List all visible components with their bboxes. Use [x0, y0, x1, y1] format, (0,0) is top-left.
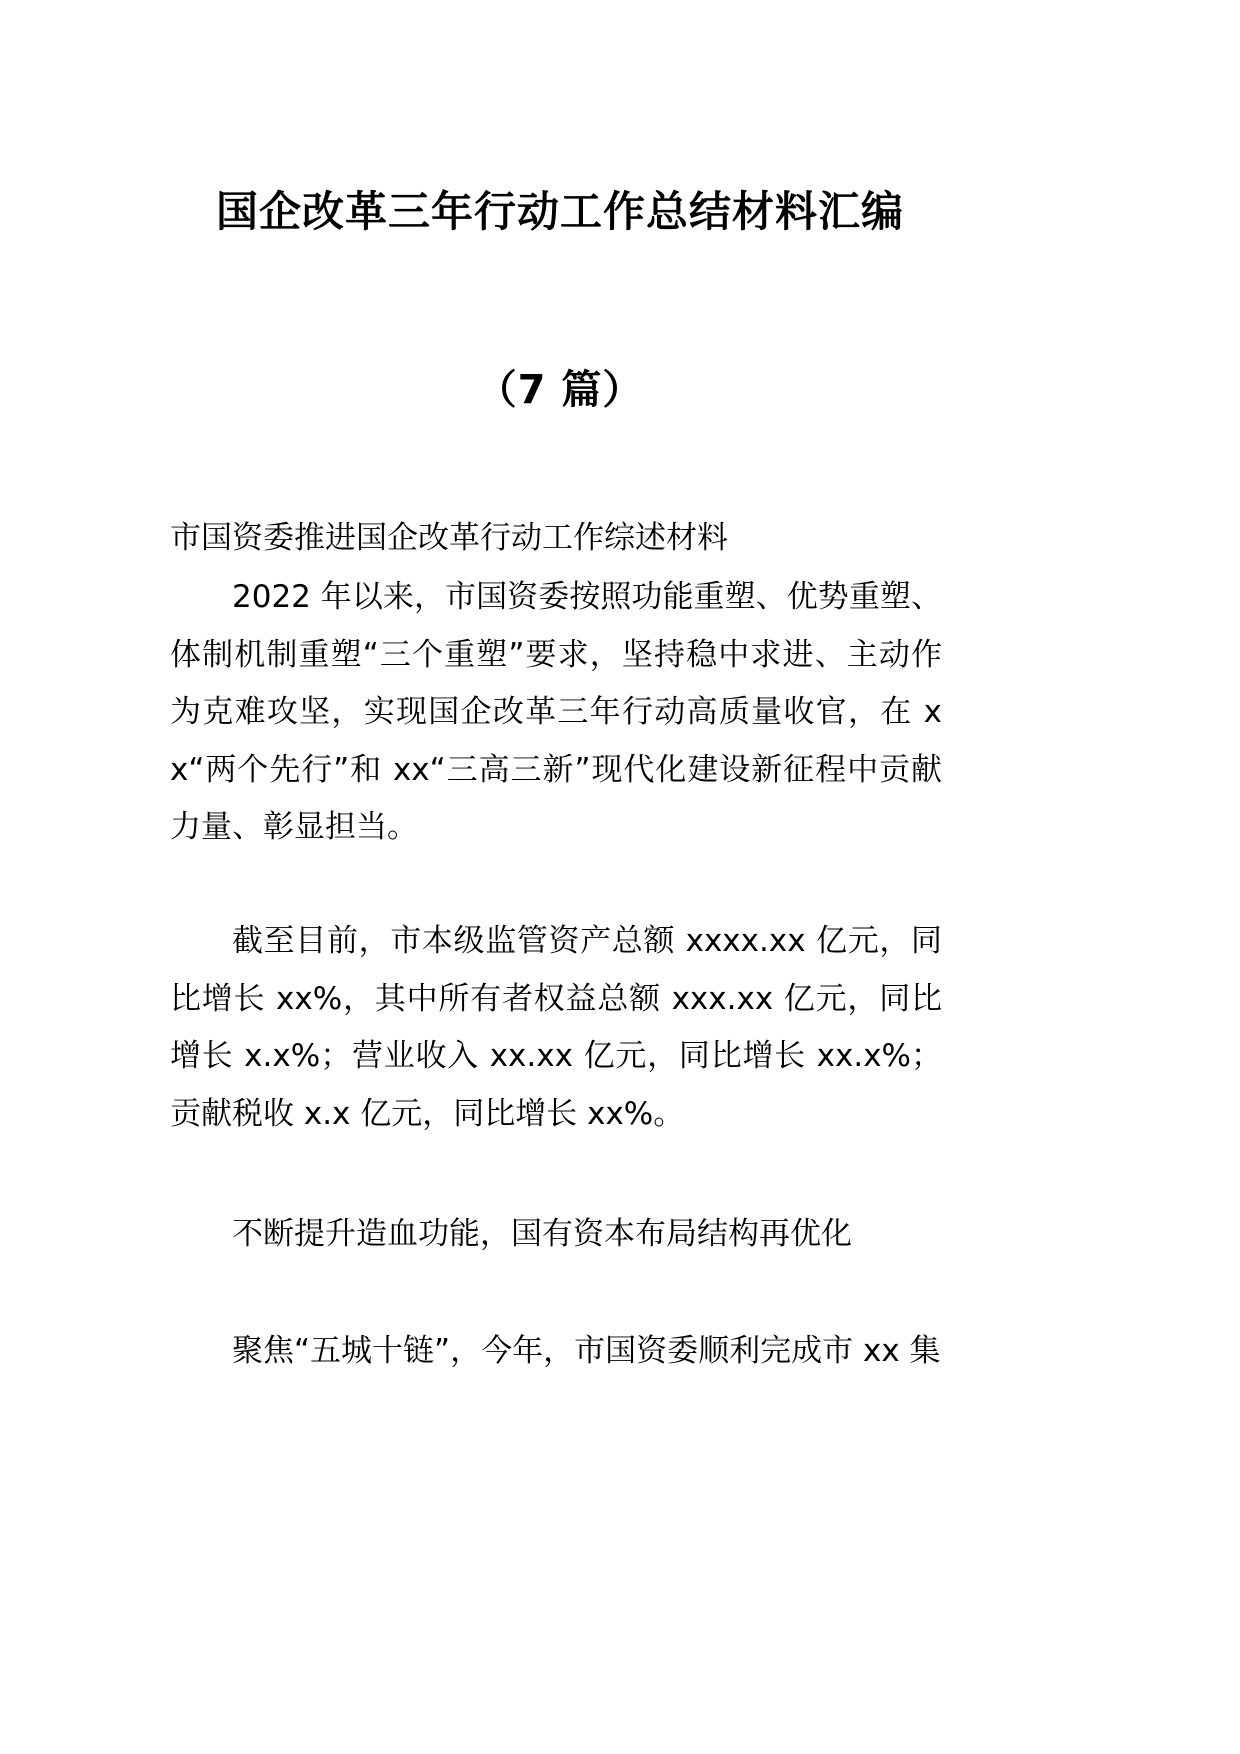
document-subtitle: （7 篇）	[476, 367, 644, 413]
section-heading: 市国资委推进国企改革行动工作综述材料	[170, 520, 728, 556]
subsection-heading: 不断提升造血功能，国有资本布局结构再优化	[232, 1216, 852, 1252]
paragraph-five-cities: 聚焦“五城十链”，今年，市国资委顺利完成市 xx 集	[232, 1333, 941, 1369]
paragraph-intro: 2022 年以来，市国资委按照功能重塑、优势重塑、体制机制重塑“三个重塑”要求，坚持稳中求进、主动作为克难攻坚，实现国企改革三年行动高质量收官，在 xx“两个先行”和 xx“三高三新”现代化建设新征程中贡献力量、彰显担当。	[170, 579, 942, 845]
document-title: 国企改革三年行动工作总结材料汇编	[215, 187, 904, 236]
paragraph-statistics: 截至目前，市本级监管资产总额 xxxx.xx 亿元，同比增长 xx%，其中所有者权益总额 xxx.xx 亿元，同比增长 x.x%；营业收入 xx.xx 亿元，同比增长 xx.x%；贡献税收 x.x 亿元，同比增长 xx%。	[170, 923, 942, 1132]
